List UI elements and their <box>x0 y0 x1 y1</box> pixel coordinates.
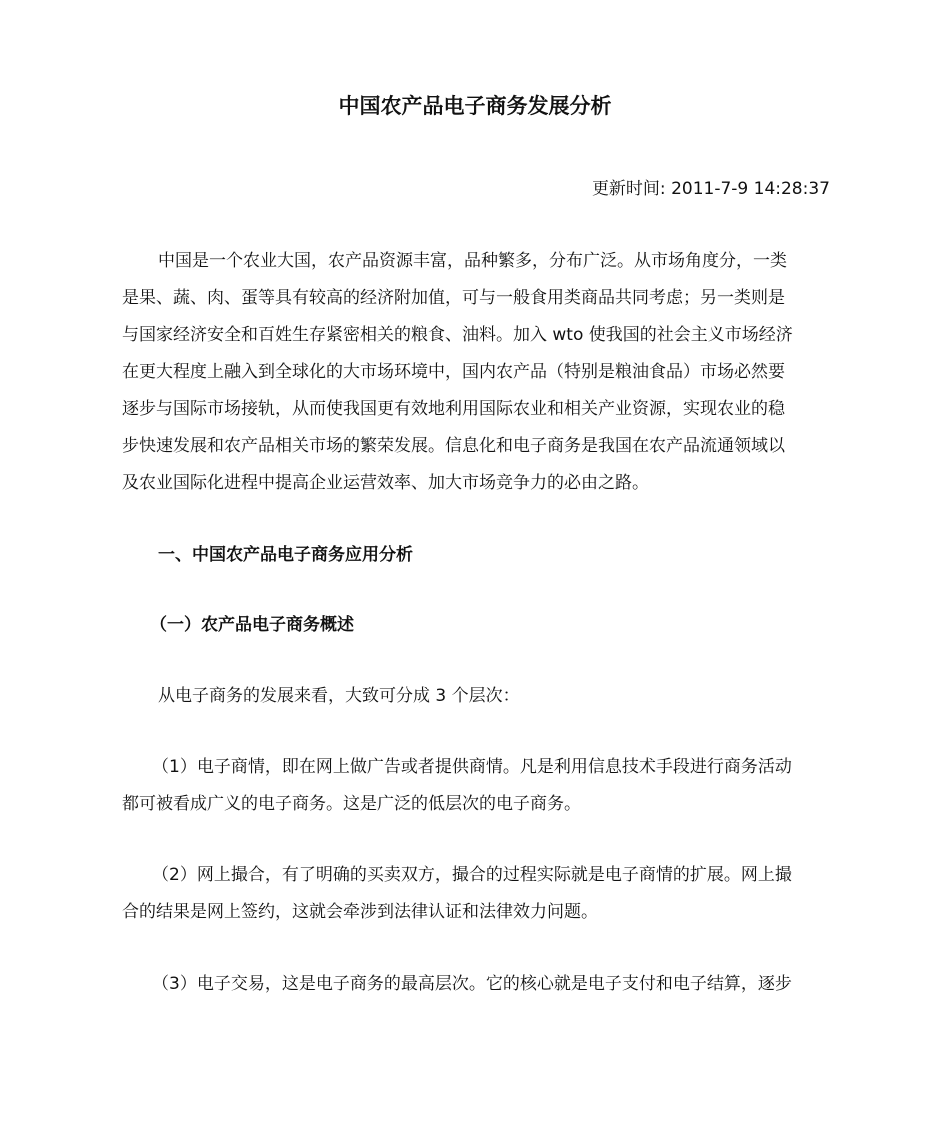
paragraph-line: 中国是一个农业大国，农产品资源丰富，品种繁多，分布广泛。从市场角度分，一类 <box>158 251 787 271</box>
paragraph-line: 步快速发展和农产品相关市场的繁荣发展。信息化和电子商务是我国在农产品流通领域以 <box>122 436 785 456</box>
paragraph-line: 在更大程度上融入到全球化的大市场环境中，国内农产品（特别是粮油食品）市场必然要 <box>122 362 785 382</box>
level3-paragraph <box>122 966 832 1003</box>
paragraph-line: 与国家经济安全和百姓生存紧密相关的粮食、油料。加入 wto 使我国的社会主义市场经济 <box>122 325 793 345</box>
paragraph-line: （3）电子交易，这是电子商务的最高层次。它的核心就是电子支付和电子结算，逐步 <box>152 974 792 994</box>
level1-paragraph <box>122 749 832 823</box>
paragraph-line: 都可被看成广义的电子商务。这是广泛的低层次的电子商务。 <box>122 794 581 814</box>
level2-paragraph <box>122 857 832 931</box>
update-time: 更新时间: 2011-7-9 14:28:37 <box>591 179 830 199</box>
paragraph-line: 逐步与国际市场接轨，从而使我国更有效地利用国际农业和相关产业资源，实现农业的稳 <box>122 399 785 419</box>
subsection-heading: （一）农产品电子商务概述 <box>150 615 354 635</box>
intro-paragraph <box>122 243 832 502</box>
paragraph-line: 合的结果是网上签约，这就会牵涉到法律认证和法律效力问题。 <box>122 902 598 922</box>
levels-intro: 从电子商务的发展来看，大致可分成 3 个层次： <box>158 686 520 706</box>
paragraph-line: （2）网上撮合，有了明确的买卖双方，撮合的过程实际就是电子商情的扩展。网上撮 <box>152 865 792 885</box>
section-heading: 一、中国农产品电子商务应用分析 <box>158 545 413 565</box>
paragraph-line: （1）电子商情，即在网上做广告或者提供商情。凡是利用信息技术手段进行商务活动 <box>152 757 792 777</box>
paragraph-line: 是果、蔬、肉、蛋等具有较高的经济附加值，可与一般食用类商品共同考虑；另一类则是 <box>122 288 785 308</box>
paragraph-line: 及农业国际化进程中提高企业运营效率、加大市场竞争力的必由之路。 <box>122 473 649 493</box>
document-title: 中国农产品电子商务发展分析 <box>338 94 612 118</box>
